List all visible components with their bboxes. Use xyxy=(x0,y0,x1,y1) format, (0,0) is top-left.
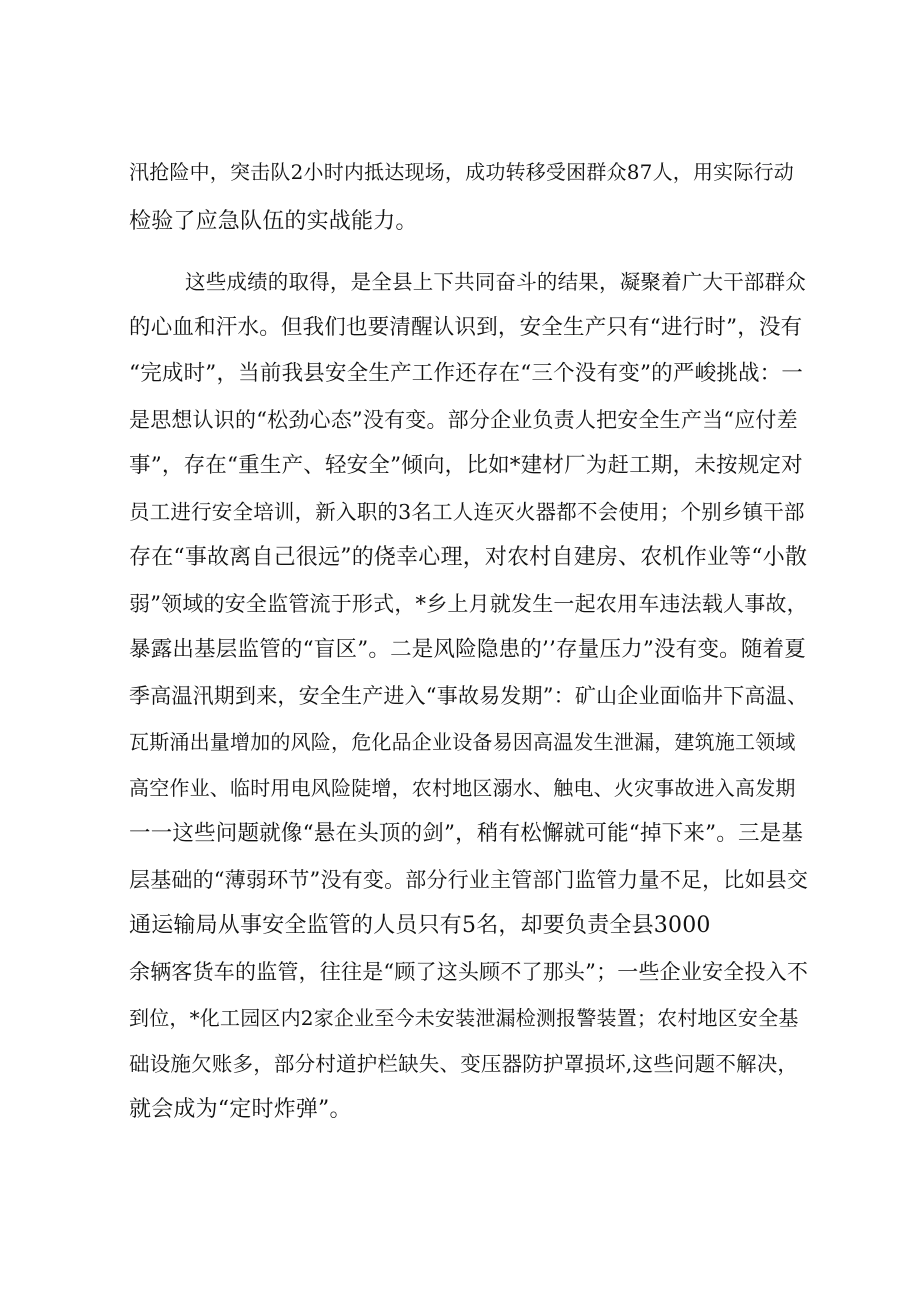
paragraph-line: 这些成绩的取得，是全县上下共同奋斗的结果，凝聚着广大干部群众 xyxy=(185,270,806,294)
paragraph-line: 础设施欠账多，部分村道护栏缺失、变压器防护罩损坏,这些问题不解决， xyxy=(129,1052,799,1076)
paragraph-line: “完成时”，当前我县安全生产工作还存在“三个没有变”的严峻挑战：一 xyxy=(129,361,804,386)
paragraph-line: 季高温汛期到来，安全生产进入“事故易发期”：矿山企业面临井下高温、 xyxy=(129,684,809,708)
paragraph-line: 通运输局从事安全监管的人员只有5名，却要负责全县3000 xyxy=(129,913,711,938)
paragraph-line: 的心血和汗水。但我们也要清醒认识到，安全生产只有“进行时”，没有 xyxy=(129,315,803,340)
paragraph-line: 暴露出基层监管的“盲区”。二是风险隐患的’’存量压力”没有变。随着夏 xyxy=(129,637,806,662)
paragraph-line: 瓦斯涌出量增加的风险，危化品企业设备易因高温发生泄漏，建筑施工领域 xyxy=(129,730,796,754)
paragraph-line: 余辆客货车的监管，往往是“顾了这头顾不了那头”；一些企业安全投入不 xyxy=(129,960,809,984)
paragraph-line: 弱”领域的安全监管流于形式，*乡上月就发生一起农用车违法载人事故， xyxy=(129,592,808,616)
paragraph-line: 就会成为“定时炸弹”。 xyxy=(129,1097,352,1122)
paragraph-line: 事”，存在“重生产、轻安全”倾向，比如*建材厂为赶工期，未按规定对 xyxy=(129,453,803,478)
paragraph-line: 员工进行安全培训，新入职的3名工人连灭火器都不会使用；个别乡镇干部 xyxy=(129,500,805,524)
paragraph-line: 检验了应急队伍的实战能力。 xyxy=(129,209,418,234)
paragraph-line: 存在“事故离自己很远”的侥幸心理，对农村自建房、农机作业等“小散 xyxy=(129,545,808,570)
paragraph-line: 层基础的“薄弱环节”没有变。部分行业主管部门监管力量不足，比如县交 xyxy=(129,868,809,892)
paragraph-line: 高空作业、临时用电风险陡增，农村地区溺水、触电、火灾事故进入高发期 xyxy=(129,776,796,800)
paragraph-line: 是思想认识的“松劲心态”没有变。部分企业负责人把安全生产当“应付差 xyxy=(129,408,798,432)
paragraph-line: 一一这些问题就像“悬在头顶的剑”，稍有松懈就可能“掉下来”。三是基 xyxy=(129,821,804,846)
paragraph-line: 汛抢险中，突击队2小时内抵达现场，成功转移受困群众87人，用实际行动 xyxy=(129,160,794,184)
paragraph-line: 到位，*化工园区内2家企业至今未安装泄漏检测报警装置；农村地区安全基 xyxy=(129,1006,799,1030)
